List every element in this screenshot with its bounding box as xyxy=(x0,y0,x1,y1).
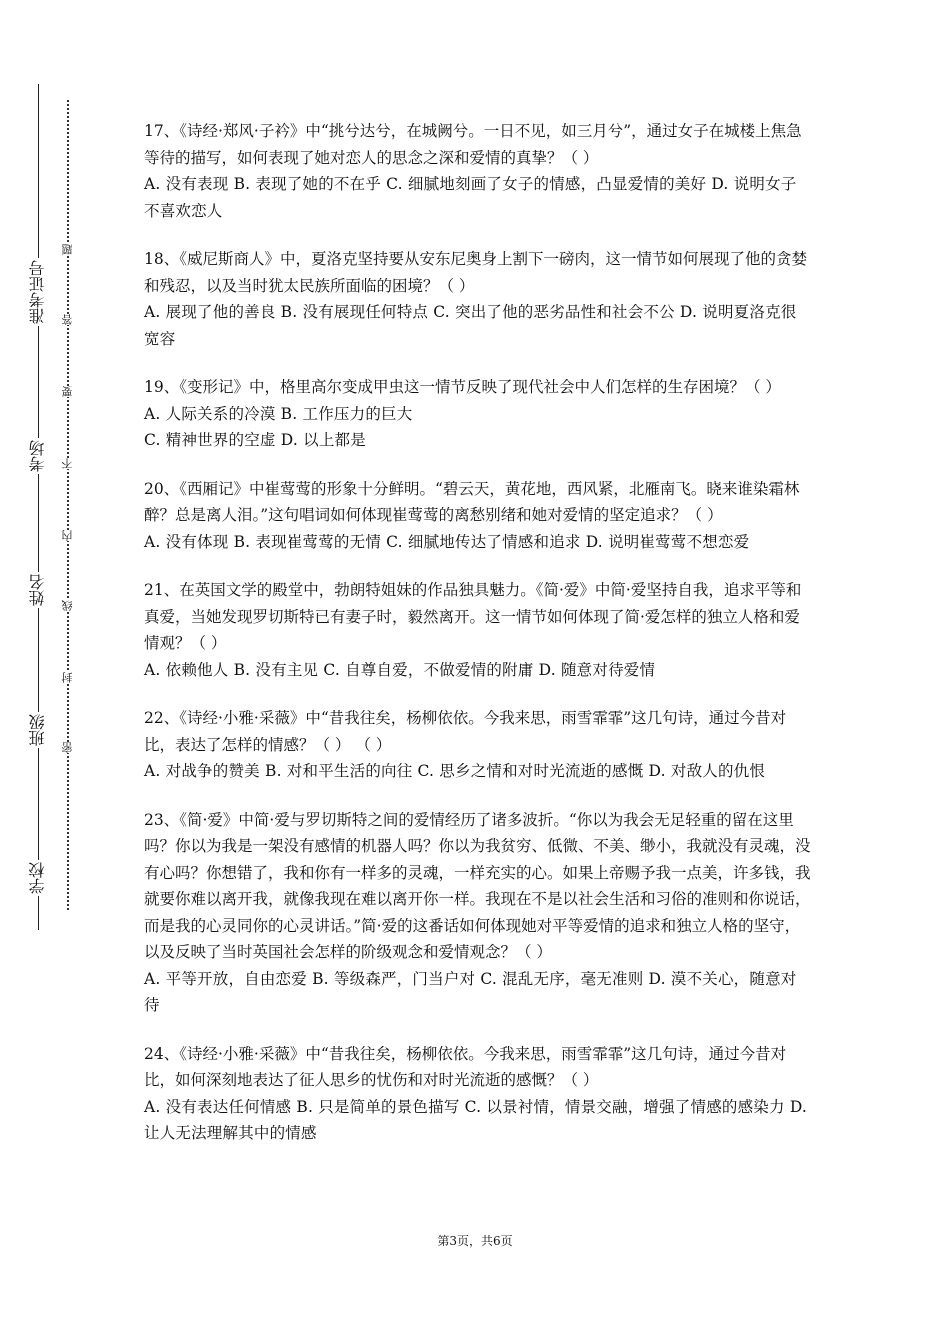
seal-dotted-line xyxy=(67,100,69,910)
question-options: A. 人际关系的冷漠 B. 工作压力的巨大 C. 精神世界的空虚 D. 以上都是 xyxy=(144,404,413,449)
binding-margin xyxy=(0,0,110,1344)
question-stem: 19、《变形记》中，格里高尔变成甲虫这一情节反映了现代社会中人们怎样的生存困境？（ ） xyxy=(144,378,781,396)
question-stem: 17、《诗经·郑风·子衿》中“挑兮达兮，在城阙兮。一日不见，如三月兮”，通过女子在城楼上焦急等待的描写，如何表现了她对恋人的思念之深和爱情的真挚？（ ） xyxy=(144,122,802,167)
question-stem: 22、《诗经·小雅·采薇》中“昔我往矣，杨柳依依。今我来思，雨雪霏霏”这几句诗，通过今昔对比，表达了怎样的情感？（ ） （ ） xyxy=(144,709,787,754)
seal-char: 不 xyxy=(61,458,74,469)
question-stem: 23、《简·爱》中简·爱与罗切斯特之间的爱情经历了诸多波折。“你以为我会无足轻重的留在这里吗？你以为我是一架没有感情的机器人吗？你以为我贫穷、低微、不美、缈小，我就没有灵魂，没有心吗？你想错了，我和你有一样多的灵魂，一样充实的心。如果上帝赐予我一点美，许多钱，我就要你难以离开我，就像我现在难以离开你一样。我现在不是以社会生活和习俗的准则和你说话，而是我的心灵同你的心灵讲话。”简·爱的这番话如何体现她对平等爱情的追求和独立人格的坚守，以及反映了当时英国社会怎样的阶级观念和爱情观念？（ ） xyxy=(144,810,811,961)
exam-room-label: 考场 xyxy=(18,438,58,474)
ticket-number-label: 准考证号 xyxy=(18,258,58,326)
seal-char: 要 xyxy=(61,386,74,397)
seal-char: 线 xyxy=(61,600,74,611)
question-17 xyxy=(144,118,812,224)
question-options: A. 展现了他的善良 B. 没有展现任何特点 C. 突出了他的恶劣品性和社会不公 D. 说明夏洛克很宽容 xyxy=(144,303,797,348)
class-label: 班级 xyxy=(18,712,58,748)
page-number: 第3页，共6页 xyxy=(437,1234,513,1248)
school-label: 学校 xyxy=(18,860,58,896)
seal-char: 密 xyxy=(61,742,74,753)
seal-char: 内 xyxy=(61,530,74,541)
question-options: A. 平等开放，自由恋爱 B. 等级森严，门当户对 C. 混乱无序，毫无准则 D. 漠不关心，随意对待 xyxy=(144,969,797,1014)
question-19 xyxy=(144,374,812,454)
name-label: 姓名 xyxy=(18,572,58,608)
seal-char: 题 xyxy=(61,244,74,255)
question-18 xyxy=(144,246,812,352)
question-21 xyxy=(144,577,812,683)
question-23 xyxy=(144,807,812,1019)
question-22 xyxy=(144,705,812,785)
question-stem: 18、《威尼斯商人》中，夏洛克坚持要从安东尼奥身上割下一磅肉，这一情节如何展现了他的贪婪和残忍，以及当时犹太民族所面临的困境？（ ） xyxy=(144,250,807,295)
binding-solid-line xyxy=(38,84,39,930)
question-24 xyxy=(144,1041,812,1147)
seal-char: 答 xyxy=(61,314,74,325)
question-options: A. 依赖他人 B. 没有主见 C. 自尊自爱，不做爱情的附庸 D. 随意对待爱情 xyxy=(144,660,656,679)
question-options: A. 没有表达任何情感 B. 只是简单的景色描写 C. 以景衬情，情景交融，增强了情感的感染力 D. 让人无法理解其中的情感 xyxy=(144,1097,808,1142)
question-options: A. 对战争的赞美 B. 对和平生活的向往 C. 思乡之情和对时光流逝的感慨 D. 对敌人的仇恨 xyxy=(144,762,766,780)
question-stem: 20、《西厢记》中崔莺莺的形象十分鲜明。“碧云天，黄花地，西风紧，北雁南飞。晓来谁染霜林醉？总是离人泪。”这句唱词如何体现崔莺莺的离愁别绪和她对爱情的坚定追求？（ ） xyxy=(144,479,800,524)
seal-char: 封 xyxy=(61,672,74,683)
question-stem: 24、《诗经·小雅·采薇》中“昔我往矣，杨柳依依。今我来思，雨雪霏霏”这几句诗，通过今昔对比，如何深刻地表达了征人思乡的忧伤和对时光流逝的感慨？（ ） xyxy=(144,1044,787,1089)
question-20 xyxy=(144,476,812,556)
question-options: A. 没有表现 B. 表现了她的不在乎 C. 细腻地刻画了女子的情感，凸显爱情的美好 D. 说明女子不喜欢恋人 xyxy=(144,175,797,220)
question-options: A. 没有体现 B. 表现崔莺莺的无情 C. 细腻地传达了情感和追求 D. 说明崔莺莺不想恋爱 xyxy=(144,532,750,551)
question-list xyxy=(144,118,812,1169)
question-stem: 21、在英国文学的殿堂中，勃朗特姐妹的作品独具魅力。《简·爱》中简·爱坚持自我，追求平等和真爱，当她发现罗切斯特已有妻子时，毅然离开。这一情节如何体现了简·爱怎样的独立人格和爱情观？（ ） xyxy=(144,581,802,652)
